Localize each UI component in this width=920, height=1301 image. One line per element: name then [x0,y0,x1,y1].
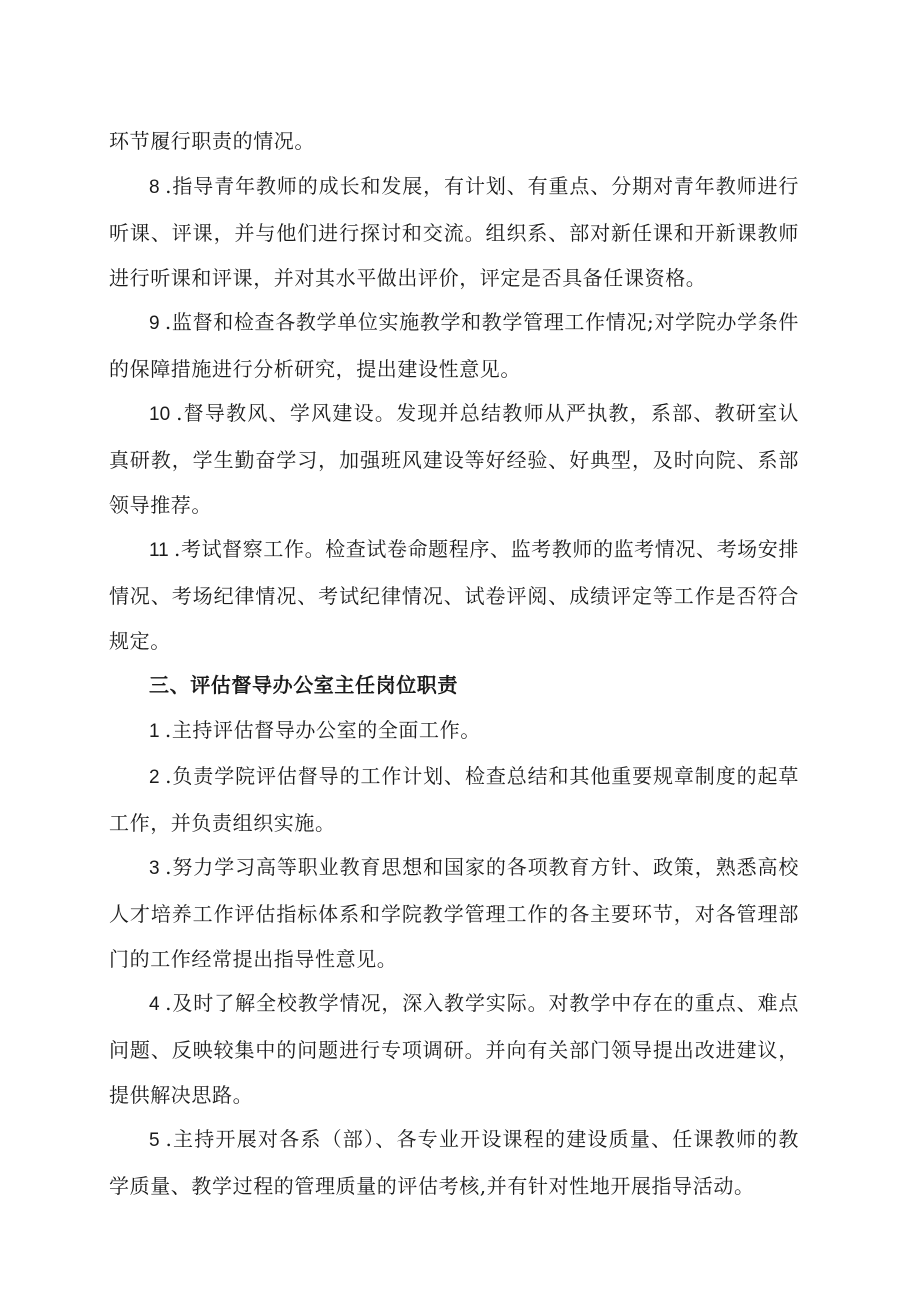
item-number: 11 [149,540,175,561]
paragraph-text: .考试督察工作。检查试卷命题程序、监考教师的监考情况、考场安排情况、考场纪律情况、考试纪律情况、试卷评阅、成绩评定等工作是否符合规定。 [109,537,799,653]
item-number: 1 [149,721,165,742]
paragraph-text: .督导教风、学风建设。发现并总结教师从严执教，系部、教研室认真研教，学生勤奋学习，加强班风建设等好经验、好典型，及时向院、系部领导推荐。 [109,401,799,517]
paragraph-text: .主持开展对各系（部）、各专业开设课程的建设质量、任课教师的教学质量、教学过程的管理质量的评估考核,并有针对性地开展指导活动。 [109,1127,799,1198]
item-number: 5 [149,1130,166,1151]
paragraph-item-10 [109,391,799,529]
section-item-5 [109,1117,799,1209]
paragraph-text: .指导青年教师的成长和发展，有计划、有重点、分期对青年教师进行听课、评课，并与他们进行探讨和交流。组织系、部对新任课和开新课教师进行听课和评课，并对其水平做出评价，评定是否具备任课资格。 [109,174,799,290]
section-item-4 [109,981,799,1119]
item-number: 8 [149,177,166,198]
paragraph-continuation [109,119,799,165]
paragraph-text: .努力学习高等职业教育思想和国家的各项教育方针、政策，熟悉高校人才培养工作评估指标体系和学院教学管理工作的各主要环节，对各管理部门的工作经常提出指导性意见。 [109,855,799,971]
section-item-2 [109,754,799,846]
section-heading: 三、评估督导办公室主任岗位职责 [149,673,458,697]
paragraph-text: .及时了解全校教学情况，深入教学实际。对教学中存在的重点、难点问题、反映较集中的问题进行专项调研。并向有关部门领导提出改进建议，提供解决思路。 [109,991,799,1107]
item-number: 9 [149,313,165,334]
section-item-1 [109,708,799,755]
item-number: 2 [149,767,166,788]
item-number: 3 [149,858,166,879]
paragraph-text: .主持评估督导办公室的全面工作。 [164,718,481,742]
item-number: 4 [149,994,166,1015]
item-number: 10 [149,404,177,425]
paragraph-item-9 [109,300,799,392]
paragraph-text: .负责学院评估督导的工作计划、检查总结和其他重要规章制度的起草工作，并负责组织实施。 [109,764,799,835]
section-item-3 [109,845,799,983]
paragraph-item-8 [109,164,799,302]
paragraph-text: 环节履行职责的情况。 [109,129,315,153]
paragraph-text: .监督和检查各教学单位实施教学和教学管理工作情况;对学院办学条件的保障措施进行分析研究，提出建设性意见。 [109,310,799,381]
paragraph-item-11 [109,527,799,665]
